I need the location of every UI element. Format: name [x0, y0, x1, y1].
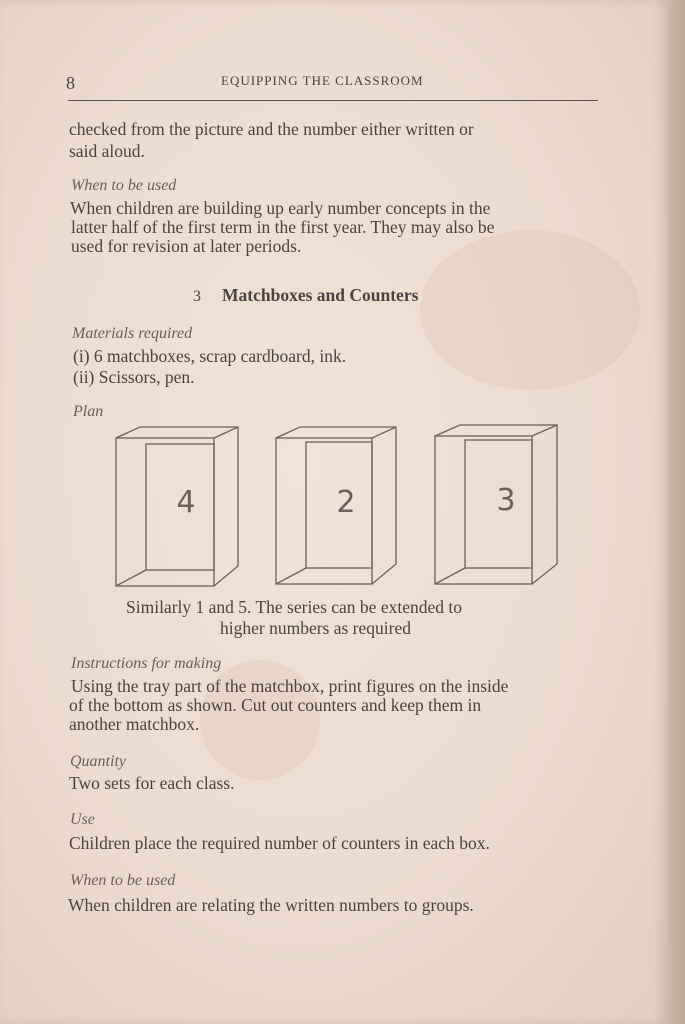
box-number-label: 3 — [496, 483, 516, 518]
subheading-quantity: Quantity — [70, 753, 126, 770]
when-used-text: When children are relating the written numbers to groups. — [68, 895, 474, 915]
paragraph-line: Using the tray part of the matchbox, print figures on the inside — [71, 676, 509, 696]
plan-caption-line: Similarly 1 and 5. The series can be extended to — [126, 597, 462, 617]
header-rule — [68, 100, 598, 101]
subheading-when-used: When to be used — [71, 177, 177, 194]
box-number-label: 2 — [336, 485, 356, 520]
subheading-materials: Materials required — [72, 325, 193, 342]
material-item: (ii) Scissors, pen. — [73, 367, 195, 387]
running-title: EQUIPPING THE CLASSROOM — [221, 73, 424, 88]
plan-caption-line: higher numbers as required — [220, 618, 411, 638]
use-text: Children place the required number of counters in each box. — [69, 833, 490, 853]
subheading-use: Use — [70, 811, 95, 828]
material-item: (i) 6 matchboxes, scrap cardboard, ink. — [73, 346, 347, 366]
intro-line: checked from the picture and the number either written or — [69, 119, 474, 139]
intro-line: said aloud. — [69, 141, 145, 161]
section-title: Matchboxes and Counters — [222, 285, 419, 305]
paragraph-line: latter half of the first term in the first year. They may also be — [71, 217, 495, 237]
quantity-text: Two sets for each class. — [69, 773, 235, 793]
paragraph-line: used for revision at later periods. — [71, 236, 302, 256]
box-number-label: 4 — [176, 485, 196, 520]
section-number: 3 — [193, 288, 201, 305]
book-gutter — [668, 0, 685, 1024]
paragraph-line: another matchbox. — [69, 714, 200, 734]
subheading-instructions: Instructions for making — [71, 655, 222, 672]
page-number: 8 — [66, 73, 75, 93]
paragraph-line: When children are building up early number concepts in the — [70, 198, 491, 218]
subheading-when-used: When to be used — [70, 872, 176, 889]
paragraph-line: of the bottom as shown. Cut out counters and keep them in — [69, 695, 482, 715]
paper-stain — [420, 230, 640, 390]
matchbox-diagram — [0, 420, 685, 620]
subheading-plan: Plan — [73, 403, 104, 420]
